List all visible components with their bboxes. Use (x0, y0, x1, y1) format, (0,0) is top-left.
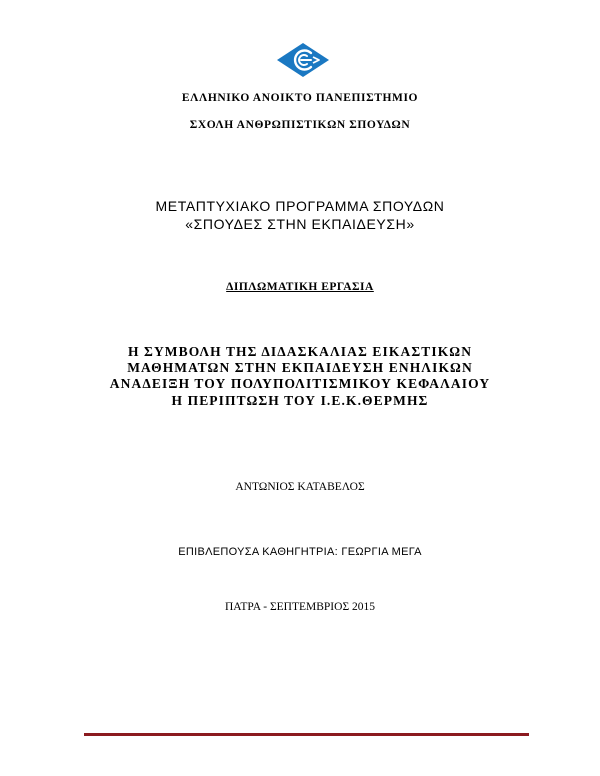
thesis-title-line: ΜΑΘΗΜΑΤΩΝ ΣΤΗΝ ΕΚΠΑΙΔΕΥΣΗ ΕΝΗΛΙΚΩΝ (127, 360, 473, 375)
thesis-title-line: Η ΠΕΡΙΠΤΩΣΗ ΤΟΥ Ι.Ε.Κ.ΘΕΡΜΗΣ (171, 393, 429, 408)
university-name: ΕΛΛΗΝΙΚΟ ΑΝΟΙΚΤΟ ΠΑΝΕΠΙΣΤΗΜΙΟ (181, 92, 419, 104)
eap-university-logo-icon (275, 42, 331, 78)
thesis-title-line: ΑΝΑΔΕΙΞΗ ΤΟΥ ΠΟΛΥΠΟΛΙΤΙΣΜΙΚΟΥ ΚΕΦΑΛΑΙΟΥ (109, 376, 491, 391)
place-and-date: ΠΑΤΡΑ - ΣΕΠΤΕΜΒΡΙΟΣ 2015 (224, 601, 376, 613)
program-subtitle: «ΣΠΟΥΔΕΣ ΣΤΗΝ ΕΚΠΑΙΔΕΥΣΗ» (185, 216, 415, 232)
author-name: ΑΝΤΩΝΙΟΣ ΚΑΤΑΒΕΛΟΣ (235, 481, 365, 493)
program-name: ΜΕΤΑΠΤΥΧΙΑΚΟ ΠΡΟΓΡΑΜΜΑ ΣΠΟΥΔΩΝ (155, 198, 445, 214)
supervisor-name: ΕΠΙΒΛΕΠΟΥΣΑ ΚΑΘΗΓΗΤΡΙΑ: ΓΕΩΡΓΙΑ ΜΕΓΑ (178, 546, 422, 558)
school-name: ΣΧΟΛΗ ΑΝΘΡΩΠΙΣΤΙΚΩΝ ΣΠΟΥΔΩΝ (189, 119, 411, 131)
document-type: ΔΙΠΛΩΜΑΤΙΚΗ ΕΡΓΑΣΙΑ (226, 281, 374, 293)
thesis-title-line: Η ΣΥΜΒΟΛΗ ΤΗΣ ΔΙΔΑΣΚΑΛΙΑΣ ΕΙΚΑΣΤΙΚΩΝ (127, 344, 473, 359)
footer-divider (84, 733, 529, 736)
